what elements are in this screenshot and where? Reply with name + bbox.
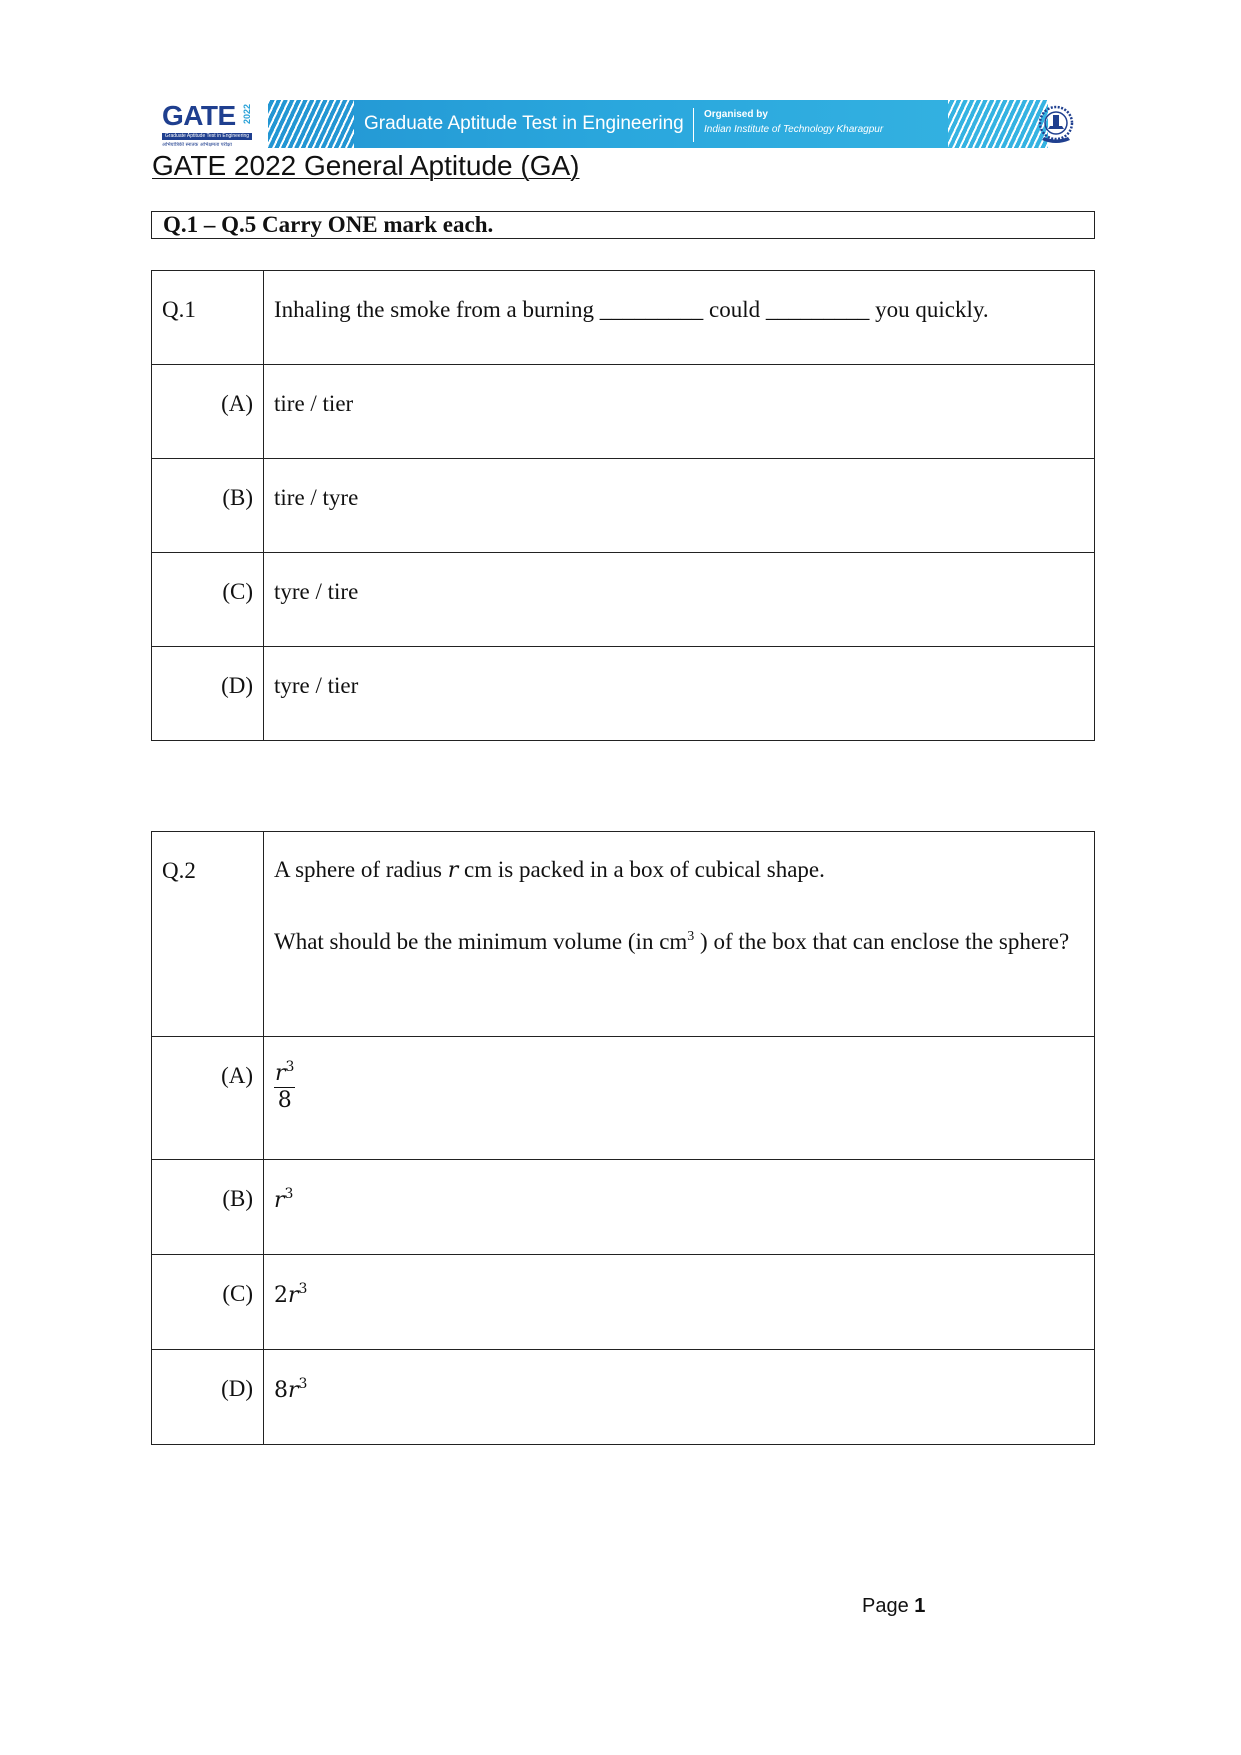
option-text: tyre / tier bbox=[274, 673, 359, 698]
option-label-cell bbox=[152, 1037, 264, 1160]
section-header: Q.1 – Q.5 Carry ONE mark each. bbox=[151, 211, 1095, 239]
gate-logo bbox=[162, 102, 260, 150]
page-label: Page bbox=[862, 1595, 915, 1617]
math-variable: r bbox=[275, 1061, 286, 1086]
option-math bbox=[264, 1255, 1094, 1308]
question-text bbox=[264, 822, 1094, 964]
option-text-cell bbox=[264, 553, 1095, 647]
question-number-cell bbox=[152, 271, 264, 365]
banner-title: Graduate Aptitude Test in Engineering bbox=[364, 113, 684, 134]
option-text: tyre / tire bbox=[274, 579, 359, 604]
option-label-cell bbox=[152, 647, 264, 741]
option-row-c bbox=[152, 553, 1095, 647]
option-row-a bbox=[152, 1037, 1095, 1160]
math-variable: r bbox=[447, 858, 459, 883]
option-label-cell bbox=[152, 1255, 264, 1350]
stripe-hatch-right bbox=[948, 100, 1048, 148]
question-line-2 bbox=[274, 915, 1084, 964]
question-text-cell bbox=[264, 832, 1095, 1037]
option-label-cell bbox=[152, 365, 264, 459]
question-line-1 bbox=[274, 848, 1084, 893]
option-row-c bbox=[152, 1255, 1095, 1350]
math-exponent: 3 bbox=[284, 1186, 294, 1202]
math-coefficient: 8 bbox=[274, 1378, 288, 1403]
question-row bbox=[152, 271, 1095, 365]
option-label: (C) bbox=[222, 579, 253, 604]
page-number: 1 bbox=[914, 1595, 926, 1617]
math-variable: r bbox=[288, 1378, 299, 1403]
option-text-cell bbox=[264, 1350, 1095, 1445]
option-label: (D) bbox=[221, 1376, 253, 1401]
stripe-hatch-left bbox=[268, 100, 354, 148]
option-text-cell bbox=[264, 365, 1095, 459]
banner-divider bbox=[693, 108, 694, 142]
fraction-numerator bbox=[274, 1055, 295, 1088]
option-text-cell bbox=[264, 647, 1095, 741]
option-text-cell bbox=[264, 1160, 1095, 1255]
option-text-cell bbox=[264, 459, 1095, 553]
math-exponent: 3 bbox=[285, 1059, 295, 1075]
banner-stripe bbox=[268, 100, 1048, 148]
gate-logo-subtitle-hindi: अभियांत्रिकी स्नातक अभिक्षमता परीक्षा bbox=[162, 142, 232, 148]
superscript: 3 bbox=[687, 929, 695, 944]
option-label-cell bbox=[152, 1160, 264, 1255]
organiser-name: Indian Institute of Technology Kharagpur bbox=[704, 124, 884, 135]
question-number-cell bbox=[152, 832, 264, 1037]
question-table-q2 bbox=[151, 831, 1095, 1445]
option-label-cell bbox=[152, 553, 264, 647]
option-row-d bbox=[152, 647, 1095, 741]
question-text-part: What should be the minimum volume (in cm bbox=[274, 929, 688, 954]
math-coefficient: 2 bbox=[274, 1283, 288, 1308]
question-row bbox=[152, 832, 1095, 1037]
gate-logo-text: GATE bbox=[162, 100, 236, 131]
question-text-part: A sphere of radius bbox=[274, 857, 448, 882]
option-math bbox=[264, 1350, 1094, 1403]
option-text: tire / tyre bbox=[274, 485, 359, 510]
option-label: (C) bbox=[222, 1281, 253, 1306]
option-math bbox=[264, 1160, 1094, 1213]
option-text: tire / tier bbox=[274, 391, 354, 416]
option-label: (B) bbox=[222, 485, 253, 510]
fraction-denominator: 8 bbox=[277, 1088, 292, 1113]
option-label: (A) bbox=[221, 1063, 253, 1088]
option-label: (B) bbox=[222, 1186, 253, 1211]
question-text-cell bbox=[264, 271, 1095, 365]
question-number: Q.1 bbox=[162, 297, 196, 322]
option-label: (D) bbox=[221, 673, 253, 698]
gate-logo-subtitle: Graduate Aptitude Test in Engineering bbox=[162, 133, 252, 140]
option-label-cell bbox=[152, 1350, 264, 1445]
option-label-cell bbox=[152, 459, 264, 553]
gate-logo-year: 2022 bbox=[242, 104, 252, 125]
option-row-b bbox=[152, 459, 1095, 553]
header-banner bbox=[152, 96, 1086, 152]
math-exponent: 3 bbox=[298, 1281, 308, 1297]
question-table-q1 bbox=[151, 270, 1095, 741]
question-text-part: ) of the box that can enclose the sphere? bbox=[694, 929, 1070, 954]
question-text-part: cm is packed in a box of cubical shape. bbox=[458, 857, 825, 882]
option-text-cell bbox=[264, 1255, 1095, 1350]
option-text-cell bbox=[264, 1037, 1095, 1160]
math-variable: r bbox=[288, 1283, 299, 1308]
option-row-d bbox=[152, 1350, 1095, 1445]
page-footer bbox=[862, 1595, 925, 1618]
question-text: Inhaling the smoke from a burning _________ could _________ you quickly. bbox=[274, 297, 989, 322]
option-row-b bbox=[152, 1160, 1095, 1255]
math-exponent: 3 bbox=[298, 1376, 308, 1392]
organised-by-label: Organised by bbox=[704, 109, 768, 120]
option-math bbox=[264, 1037, 1094, 1114]
math-variable: r bbox=[274, 1188, 285, 1213]
question-number: Q.2 bbox=[162, 858, 196, 883]
option-label: (A) bbox=[221, 391, 253, 416]
iit-emblem-icon bbox=[1036, 104, 1076, 146]
page-title: GATE 2022 General Aptitude (GA) bbox=[152, 150, 580, 181]
fraction bbox=[274, 1055, 295, 1114]
option-row-a bbox=[152, 365, 1095, 459]
